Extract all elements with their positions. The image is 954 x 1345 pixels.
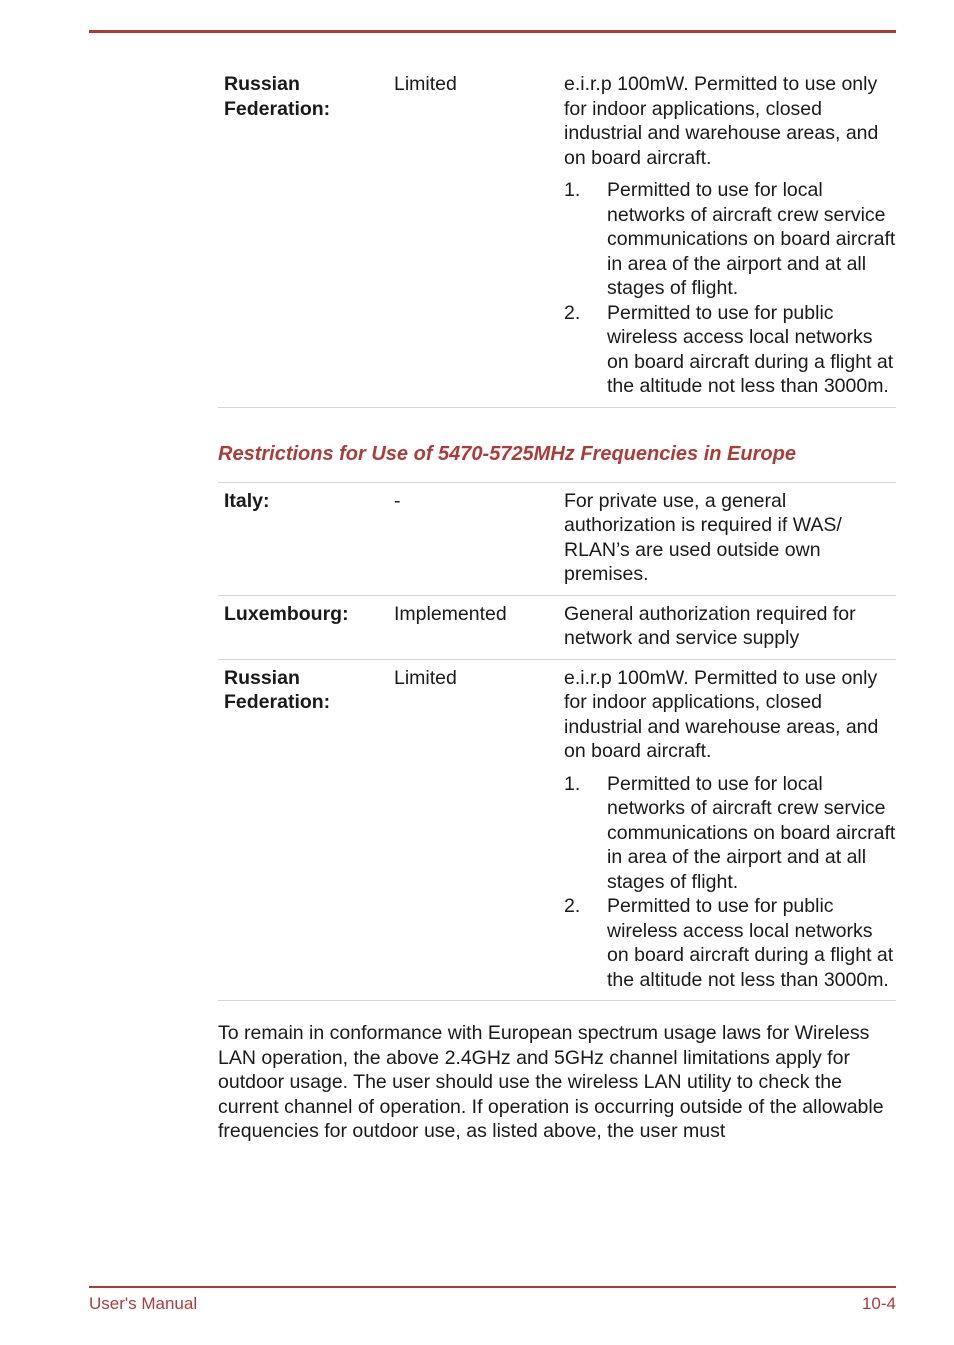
- table-row: [218, 482, 896, 595]
- restrictions-table: [218, 482, 896, 1002]
- footer-rule: [89, 1286, 896, 1288]
- numbered-list: [564, 178, 896, 399]
- footer-manual-title: User's Manual: [89, 1294, 198, 1313]
- table-row: [218, 595, 896, 659]
- status-cell: -: [394, 482, 564, 595]
- country-cell: Luxembourg:: [218, 595, 394, 659]
- list-text: Permitted to use for public wireless access local networks on board aircraft during a flight at the altitude not less than 3000m.: [607, 301, 894, 397]
- list-number: 1.: [564, 772, 581, 795]
- numbered-list: [564, 772, 896, 993]
- country-cell: Russian Federation:: [218, 659, 394, 1001]
- header-rule: [89, 30, 896, 33]
- note-cell: [564, 659, 896, 1001]
- note-cell: For private use, a general authorization is required if WAS/ RLAN’s are used outside own premises.: [564, 482, 896, 595]
- list-number: 2.: [564, 301, 581, 324]
- page-content: [218, 66, 896, 1144]
- list-number: 2.: [564, 895, 581, 917]
- list-text: Permitted to use for local networks of aircraft crew service communications on board aircraft in area of the airport and at all stages of flight.: [607, 772, 896, 893]
- list-text: Permitted to use for public wireless access local networks on board aircraft during a flight at the altitude not less than 3000m.: [607, 895, 894, 991]
- country-cell: Russian Federation:: [218, 66, 394, 407]
- list-item: [564, 178, 896, 301]
- note-cell: [564, 66, 896, 407]
- body-paragraph: To remain in conformance with European spectrum usage laws for Wireless LAN operation, the above 2.4GHz and 5GHz channel limitations apply for outdoor usage. The user should use the wireless LAN utility to check the current channel of operation. If operation is occurring outside of the allowable frequencies for outdoor use, as listed above, the user must: [218, 1022, 884, 1142]
- table-row: [218, 659, 896, 1001]
- list-item: [564, 894, 896, 992]
- list-item: [564, 301, 896, 399]
- table-row: [218, 66, 896, 407]
- status-cell: Implemented: [394, 595, 564, 659]
- list-number: 1.: [564, 179, 581, 201]
- note-text: e.i.r.p 100mW. Permitted to use only for indoor applications, closed industrial and warehouse areas, and on board aircraft.: [564, 666, 879, 762]
- restrictions-table-continued: [218, 66, 896, 408]
- note-text: e.i.r.p 100mW. Permitted to use only for indoor applications, closed industrial and warehouse areas, and on board aircraft.: [564, 73, 879, 169]
- note-cell: General authorization required for network and service supply: [564, 595, 896, 659]
- status-cell: Limited: [394, 66, 564, 407]
- status-cell: Limited: [394, 659, 564, 1001]
- list-item: [564, 772, 896, 895]
- page-number: 10-4: [861, 1294, 896, 1313]
- list-text: Permitted to use for local networks of aircraft crew service communications on board aircraft in area of the airport and at all stages of flight.: [607, 179, 896, 299]
- section-title: Restrictions for Use of 5470-5725MHz Frequencies in Europe: [218, 442, 796, 465]
- country-cell: Italy:: [218, 482, 394, 595]
